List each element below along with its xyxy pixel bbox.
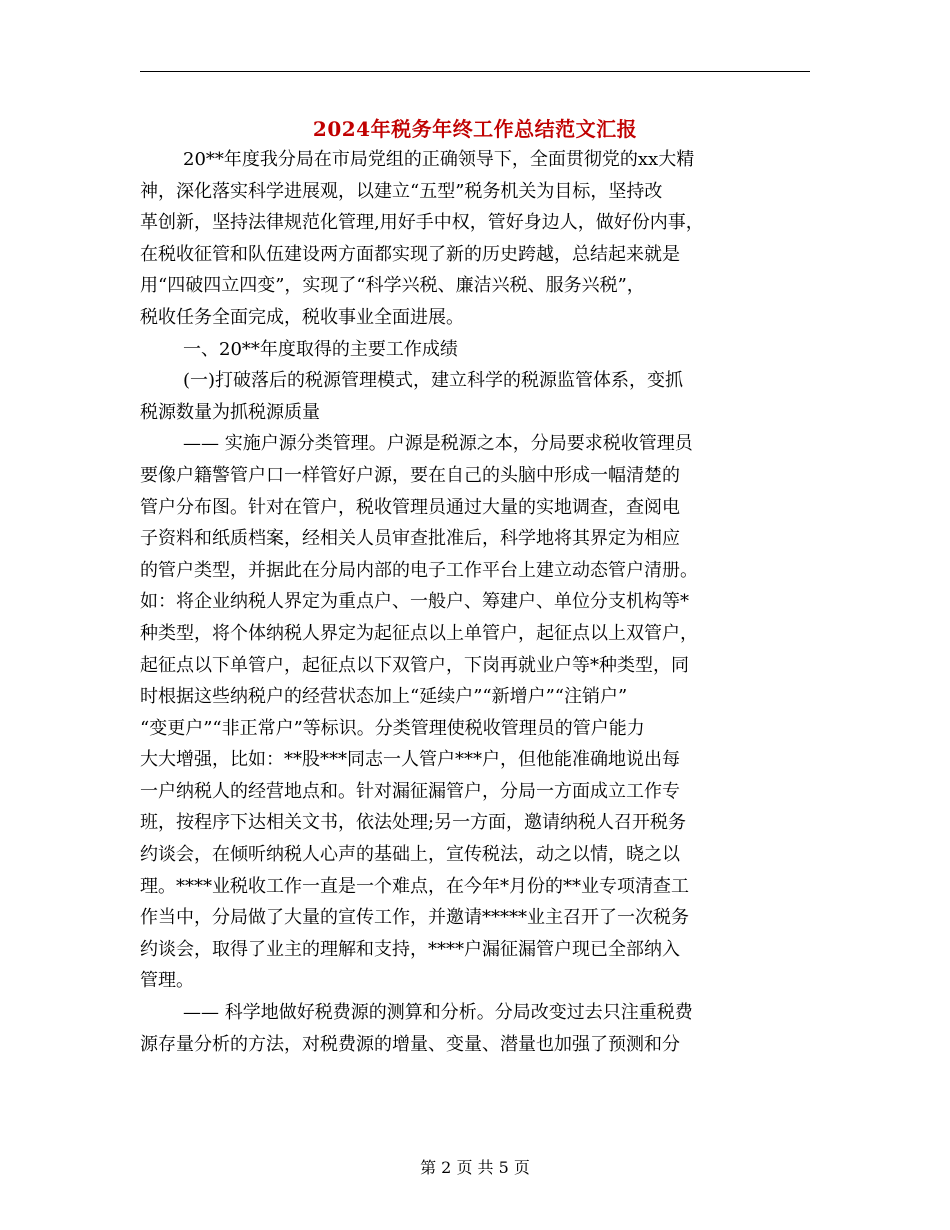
paragraph-line: 起征点以下单管户，起征点以下双管户，下岗再就业户等*种类型，同 (140, 654, 689, 676)
paragraph-line: —— 科学地做好税费源的测算和分析。分局改变过去只注重税费 (183, 1002, 693, 1024)
paragraph-line: 源存量分析的方法，对税费源的增量、变量、潜量也加强了预测和分 (140, 1033, 680, 1055)
paragraph-line: 管理。 (140, 970, 194, 992)
paragraph-line: “变更户”“非正常户”等标识。分类管理使税收管理员的管户能力 (140, 717, 645, 739)
paragraph-line: 的管户类型，并据此在分局内部的电子工作平台上建立动态管户清册。 (140, 559, 698, 581)
paragraph-line: 革创新，坚持法律规范化管理,用好手中权，管好身边人，做好份内事， (140, 212, 704, 234)
paragraph-line: —— 实施户源分类管理。户源是税源之本，分局要求税收管理员 (183, 433, 693, 455)
paragraph-line: 约谈会，取得了业主的理解和支持，****户漏征漏管户现已全部纳入 (140, 938, 680, 960)
paragraph-line: 神，深化落实科学进展观，以建立“五型”税务机关为目标，坚持改 (140, 180, 663, 202)
paragraph-line: 大大增强，比如：**股***同志一人管户***户，但他能准确地说出每 (140, 749, 680, 771)
header-rule (140, 71, 810, 72)
paragraph-line: 20**年度我分局在市局党组的正确领导下，全面贯彻党的xx大精 (183, 149, 695, 170)
paragraph-line: 管户分布图。针对在管户，税收管理员通过大量的实地调查，查阅电 (140, 496, 680, 518)
paragraph-line: 用“四破四立四变”，实现了“科学兴税、廉洁兴税、服务兴税”， (140, 275, 645, 297)
paragraph-line: 要像户籍警管户口一样管好户源，要在自己的头脑中形成一幅清楚的 (140, 464, 680, 486)
paragraph-line: 如：将企业纳税人界定为重点户、一般户、筹建户、单位分支机构等* (140, 591, 689, 613)
paragraph-line: 时根据这些纳税户的经营状态加上“延续户”“新增户”“注销户” (140, 686, 628, 708)
paragraph-line: 税收任务全面完成，税收事业全面进展。 (140, 306, 464, 328)
paragraph-line: 在税收征管和队伍建设两方面都实现了新的历史跨越，总结起来就是 (140, 243, 680, 265)
paragraph-line: 一户纳税人的经营地点和。针对漏征漏管户，分局一方面成立工作专 (140, 780, 680, 802)
subsection-heading: 税源数量为抓税源质量 (140, 401, 320, 423)
paragraph-line: 约谈会，在倾听纳税人心声的基础上，宣传税法，动之以情，晓之以 (140, 844, 680, 866)
paragraph-line: 作当中，分局做了大量的宣传工作，并邀请*****业主召开了一次税务 (140, 907, 689, 929)
section-heading: 一、20**年度取得的主要工作成绩 (183, 338, 458, 360)
paragraph-line: 种类型，将个体纳税人界定为起征点以上单管户，起征点以上双管户， (140, 622, 698, 644)
document-body (140, 144, 810, 1060)
subsection-heading: (一)打破落后的税源管理模式，建立科学的税源监管体系，变抓 (183, 370, 684, 392)
paragraph-line: 理。****业税收工作一直是一个难点，在今年*月份的**业专项清查工 (140, 875, 689, 897)
paragraph-line: 班，按程序下达相关文书，依法处理;另一方面，邀请纳税人召开税务 (140, 812, 687, 834)
document-title: 2024年税务年终工作总结范文汇报 (312, 117, 638, 141)
page-number: 第 2 页 共 5 页 (420, 1158, 530, 1177)
paragraph-line: 子资料和纸质档案，经相关人员审查批准后，科学地将其界定为相应 (140, 528, 680, 550)
